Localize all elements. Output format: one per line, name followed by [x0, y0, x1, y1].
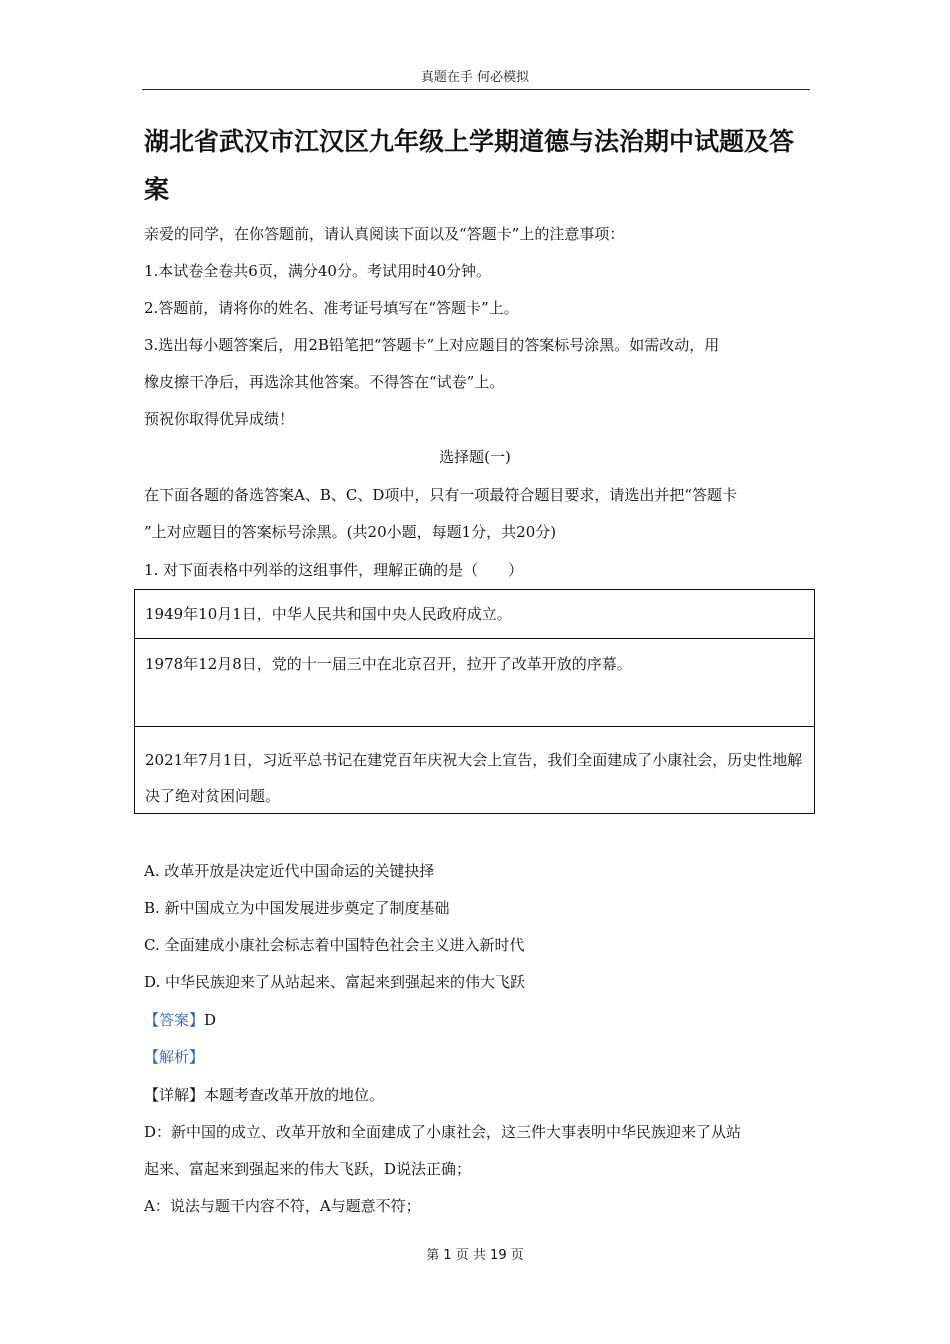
table-row: 1949年10月1日，中华人民共和国中央人民政府成立。: [135, 590, 814, 639]
question-1-stem: 1. 对下面表格中列举的这组事件，理解正确的是（ ）: [144, 561, 524, 579]
answer-line: [144, 1010, 216, 1030]
events-table: [134, 589, 815, 814]
explanation-d-line-1: D：新中国的成立、改革开放和全面建成了小康社会，这三件大事表明中华民族迎来了从站: [144, 1123, 742, 1141]
option-c: C. 全面建成小康社会标志着中国特色社会主义进入新时代: [144, 936, 525, 954]
answer-value: D: [204, 1011, 217, 1029]
explanation-d-line-2: 起来、富起来到强起来的伟大飞跃，D说法正确；: [144, 1160, 472, 1178]
intro-wish: 预祝你取得优异成绩！: [144, 410, 295, 428]
header-divider: [142, 89, 810, 90]
document-title: 湖北省武汉市江汉区九年级上学期道德与法治期中试题及答案: [144, 127, 795, 204]
page-header: 真题在手 何必模拟: [420, 70, 530, 85]
intro-note-1: 1.本试卷全卷共6页，满分40分。考试用时40分钟。: [144, 262, 492, 280]
explanation-a-line: A：说法与题干内容不符，A与题意不符；: [144, 1197, 421, 1215]
intro-note-3a: 3.选出每小题答案后，用2B铅笔把“答题卡”上对应题目的答案标号涂黑。如需改动，用: [144, 336, 720, 354]
option-b: B. 新中国成立为中国发展进步奠定了制度基础: [144, 899, 450, 917]
option-d: D. 中华民族迎来了从站起来、富起来到强起来的伟大飞跃: [144, 973, 526, 991]
intro-note-3b: 橡皮擦干净后，再选涂其他答案。不得答在“试卷”上。: [144, 373, 505, 391]
section-instruction-a: 在下面各题的备选答案A、B、C、D项中，只有一项最符合题目要求，请选出并把“答题卡: [144, 486, 738, 504]
section-instruction-b: ”上对应题目的答案标号涂黑。(共20小题，每题1分，共20分): [144, 523, 557, 541]
option-a: A. 改革开放是决定近代中国命运的关键抉择: [144, 862, 435, 880]
analysis-label: 【解析】: [144, 1048, 205, 1066]
table-row: 1978年12月8日，党的十一届三中在北京召开，拉开了改革开放的序幕。: [135, 639, 814, 727]
answer-label: 【答案】: [144, 1011, 205, 1029]
table-row: 2021年7月1日，习近平总书记在建党百年庆祝大会上宣告，我们全面建成了小康社会，历史性地解决了绝对贫困问题。: [145, 751, 803, 805]
section-heading: 选择题(一): [439, 448, 511, 466]
intro-greeting: 亲爱的同学，在你答题前，请认真阅读下面以及“答题卡”上的注意事项：: [144, 225, 625, 243]
page-footer: 第 1 页 共 19 页: [426, 1248, 524, 1263]
intro-note-2: 2.答题前，请将你的姓名、准考证号填写在“答题卡”上。: [144, 299, 519, 317]
detail-line: 【详解】本题考查改革开放的地位。: [144, 1086, 385, 1104]
